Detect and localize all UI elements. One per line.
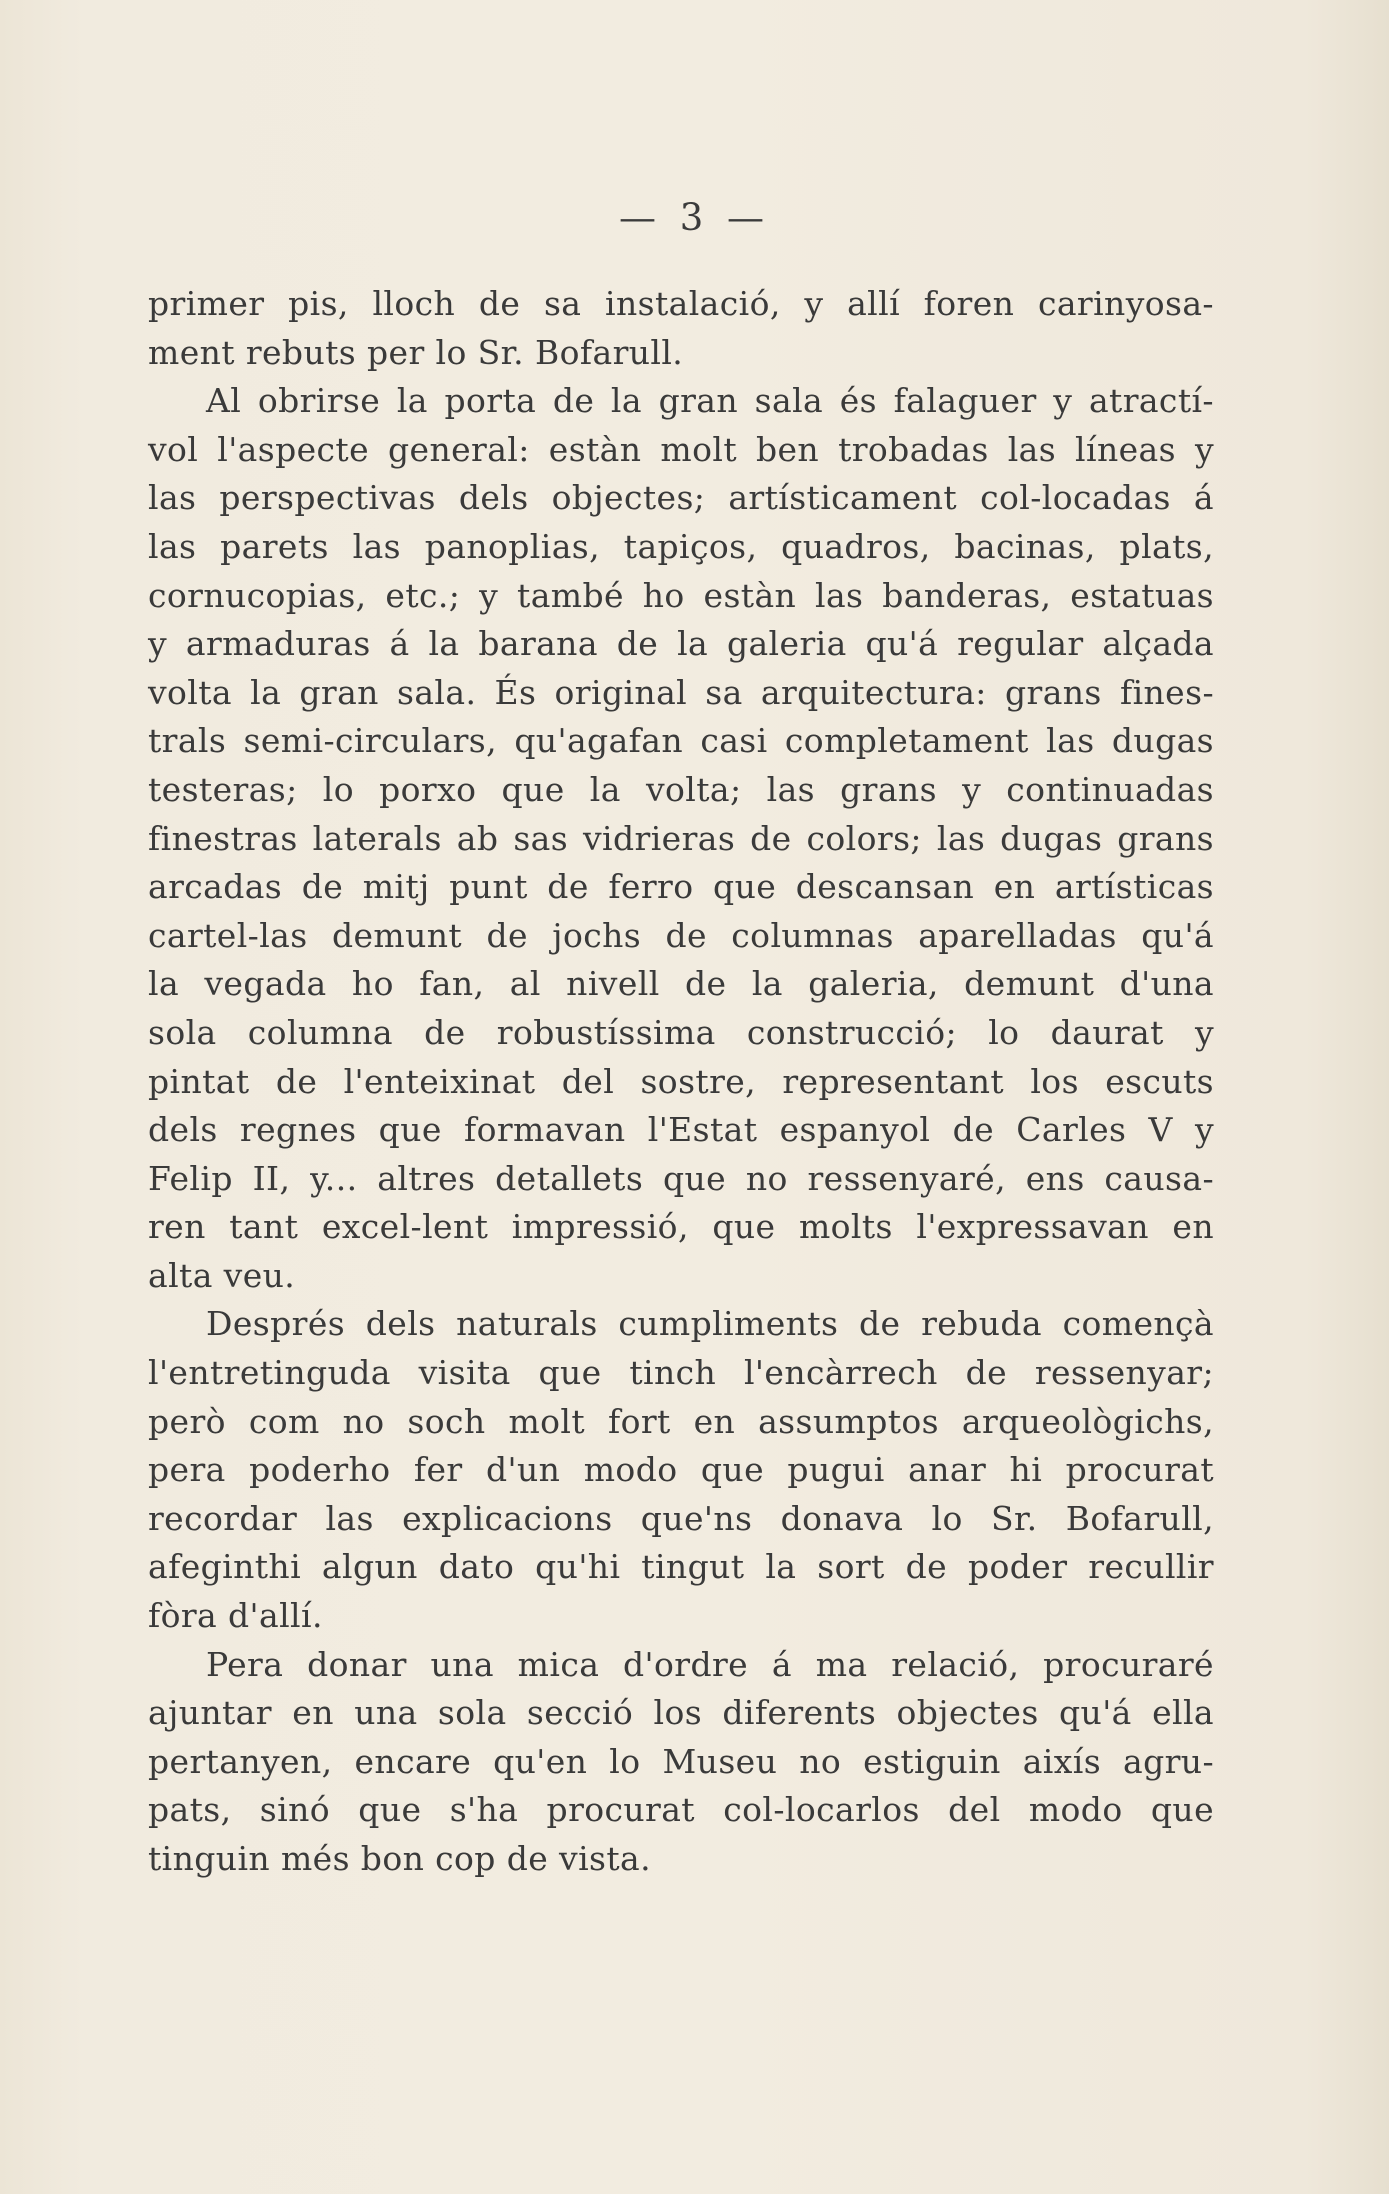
text-line: pera poderho fer d'un modo que pugui anar hi procurat [148, 1450, 1214, 1490]
text-line: finestras laterals ab sas vidrieras de colors; las dugas grans [148, 818, 1214, 858]
text-line: testeras; lo porxo que la volta; las grans y continuadas [148, 769, 1214, 809]
text-line: pintat de l'enteixinat del sostre, representant los escuts [148, 1061, 1214, 1101]
text-line: cornucopias, etc.; y també ho estàn las banderas, estatuas [148, 575, 1214, 615]
text-line: recordar las explicacions que'ns donava lo Sr. Bofarull, [148, 1498, 1214, 1538]
text-line: primer pis, lloch de sa instalació, y allí foren carinyosa- [148, 284, 1214, 323]
text-line: cartel-las demunt de jochs de columnas aparelladas qu'á [148, 915, 1214, 955]
text-line: la vegada ho fan, al nivell de la galeria, demunt d'una [148, 964, 1214, 1004]
text-line: las perspectivas dels objectes; artísticament col-locadas á [148, 478, 1214, 518]
text-line: trals semi-circulars, qu'agafan casi completament las dugas [148, 721, 1214, 761]
text-line: las parets las panoplias, tapiços, quadros, bacinas, plats, [148, 526, 1214, 566]
text-line: Pera donar una mica d'ordre á ma relació, procuraré [206, 1644, 1214, 1684]
text-line: pats, sinó que s'ha procurat col-locarlos del modo que [148, 1790, 1214, 1830]
text-line: volta la gran sala. És original sa arquitectura: grans fines- [148, 672, 1214, 712]
text-line: ment rebuts per lo Sr. Bofarull. [148, 332, 684, 372]
text-line: y armaduras á la barana de la galeria qu'á regular alçada [148, 624, 1214, 664]
text-line: pertanyen, encare qu'en lo Museu no estiguin aixís agru- [148, 1741, 1214, 1781]
text-line: Després dels naturals cumpliments de rebuda començà [206, 1304, 1214, 1344]
text-line: fòra d'allí. [148, 1596, 323, 1636]
text-line: però com no soch molt fort en assumptos arqueològichs, [148, 1401, 1214, 1441]
text-line: ren tant excel-lent impressió, que molts l'expressavan en [148, 1207, 1214, 1247]
page-number: — 3 — [618, 196, 771, 239]
text-line: dels regnes que formavan l'Estat espanyol de Carles V y [148, 1110, 1214, 1150]
text-line: sola columna de robustíssima construcció; lo daurat y [148, 1012, 1214, 1052]
text-line: l'entretinguda visita que tinch l'encàrrech de ressenyar; [148, 1353, 1214, 1393]
text-line: vol l'aspecte general: estàn molt ben trobadas las líneas y [148, 429, 1214, 469]
text-line: arcadas de mitj punt de ferro que descansan en artísticas [148, 867, 1214, 907]
body-text [148, 280, 1214, 1884]
text-line: ajuntar en una sola secció los diferents objectes qu'á ella [148, 1693, 1214, 1733]
text-line: afeginthi algun dato qu'hi tingut la sort de poder recullir [148, 1547, 1214, 1587]
text-line: alta veu. [148, 1255, 296, 1295]
text-line: tinguin més bon cop de vista. [148, 1839, 651, 1878]
text-line: Al obrirse la porta de la gran sala és falaguer y atractí- [206, 381, 1214, 421]
text-line: Felip II, y... altres detallets que no ressenyaré, ens causa- [148, 1158, 1214, 1198]
